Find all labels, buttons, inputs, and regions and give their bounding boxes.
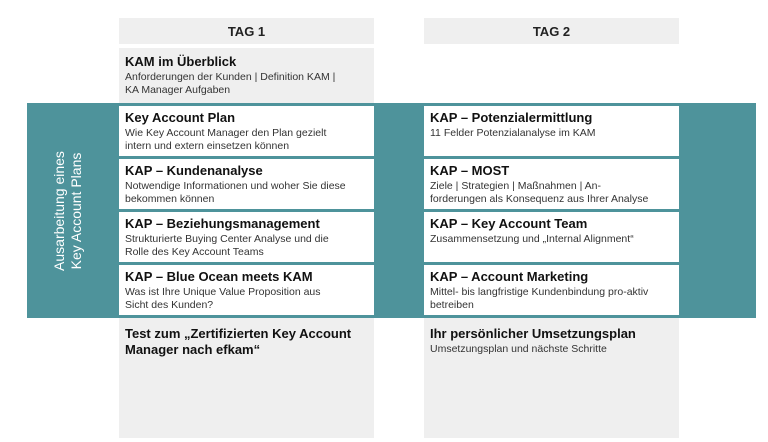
day2-header xyxy=(424,18,679,44)
day1-card-beziehungsmanagement xyxy=(119,212,374,262)
card-title: Key Account Plan xyxy=(125,110,236,125)
card-title: KAP – Key Account Team xyxy=(430,216,588,231)
day1-header-label: TAG 1 xyxy=(227,23,266,39)
day1-outro-card xyxy=(119,322,374,372)
day1-header xyxy=(119,18,374,44)
day2-header-label: TAG 2 xyxy=(532,23,571,39)
card-description: Wie Key Account Manager den Plan gezielt intern und extern einsetzen können xyxy=(125,127,327,152)
card-description: Umsetzungsplan und nächste Schritte xyxy=(430,343,607,355)
day2-outro-card xyxy=(424,322,679,372)
day2-card-account-marketing xyxy=(424,265,679,315)
card-description: Zusammensetzung und „Internal Alignment“ xyxy=(430,233,634,245)
card-title: KAP – Account Marketing xyxy=(430,269,589,284)
card-title: Ihr persönlicher Umsetzungsplan xyxy=(430,326,636,341)
card-description: Notwendige Informationen und woher Sie diese bekommen können xyxy=(125,180,346,205)
band-label-text: Ausarbeitung eines Key Account Plans xyxy=(51,150,84,271)
card-title: KAP – Potenzialermittlung xyxy=(430,110,593,125)
card-title: KAP – MOST xyxy=(430,163,510,178)
card-title: KAP – Beziehungsmanagement xyxy=(125,216,320,231)
card-description: Anforderungen der Kunden | Definition KAM | KA Manager Aufgaben xyxy=(125,71,336,96)
day1-card-kundenanalyse xyxy=(119,159,374,209)
card-title: KAP – Kundenanalyse xyxy=(125,163,263,178)
card-description: Was ist Ihre Unique Value Proposition aus Sicht des Kunden? xyxy=(125,286,321,311)
card-description: Mittel- bis langfristige Kundenbindung pro-aktiv betreiben xyxy=(430,286,649,311)
day1-card-key-account-plan xyxy=(119,106,374,156)
day2-card-potenzialermittlung xyxy=(424,106,679,156)
card-title: Test zum „Zertifizierten Key Account Manager nach efkam“ xyxy=(125,326,352,357)
day1-card-blue-ocean xyxy=(119,265,374,315)
card-title: KAP – Blue Ocean meets KAM xyxy=(125,269,313,284)
day1-intro-card xyxy=(119,50,374,100)
day2-card-most xyxy=(424,159,679,209)
card-description: Ziele | Strategien | Maßnahmen | An- forderungen als Konsequenz aus Ihrer Analyse xyxy=(430,180,649,205)
band-label xyxy=(27,103,109,318)
card-description: Strukturierte Buying Center Analyse und die Rolle des Key Account Teams xyxy=(125,233,329,258)
day2-card-key-account-team xyxy=(424,212,679,262)
card-title: KAM im Überblick xyxy=(125,54,237,69)
card-description: 11 Felder Potenzialanalyse im KAM xyxy=(430,127,596,139)
